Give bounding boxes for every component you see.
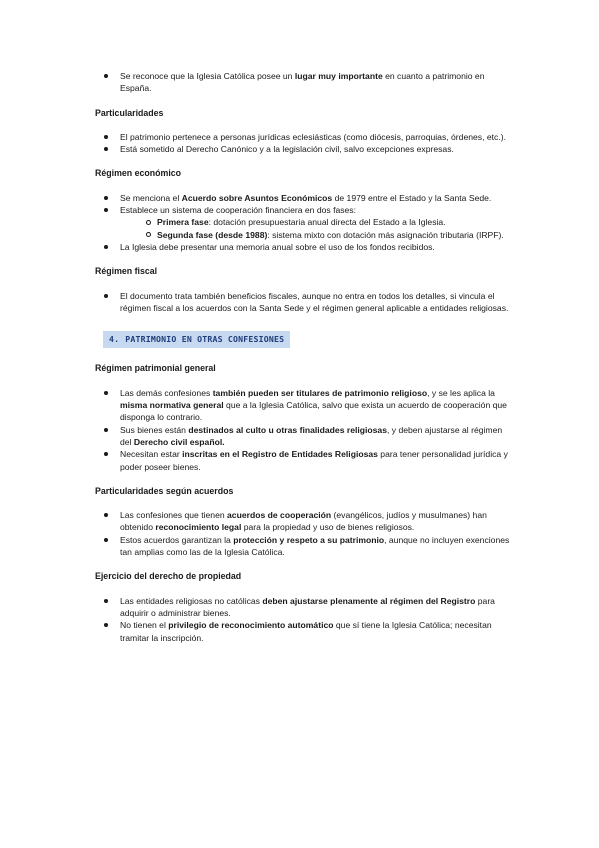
text-run: Establece un sistema de cooperación financiera en dos fases: <box>120 205 356 216</box>
list-item <box>95 241 515 253</box>
list-item <box>95 192 515 204</box>
sublist-item <box>120 216 515 228</box>
text-run: : dotación presupuestaria anual directa del Estado a la Iglesia. <box>208 217 446 228</box>
text-run: para la propiedad y uso de bienes religiosos. <box>241 522 415 533</box>
heading-regimen-patrimonial: Régimen patrimonial general <box>95 363 216 374</box>
bold-text: también pueden ser titulares de patrimonio religioso <box>212 387 428 398</box>
section-title: PATRIMONIO EN OTRAS CONFESIONES <box>125 334 285 345</box>
particularidades-list <box>95 131 515 156</box>
text-run: Sus bienes están <box>120 424 189 435</box>
list-item <box>95 424 515 449</box>
section-heading <box>103 331 290 348</box>
list-item <box>95 619 515 644</box>
list-item <box>95 290 515 315</box>
text-run: Está sometido al Derecho Canónico y a la legislación civil, salvo excepciones expresas. <box>120 144 454 155</box>
heading-particularidades-acuerdos: Particularidades según acuerdos <box>95 485 234 496</box>
ejercicio-list <box>95 595 515 644</box>
section-heading-row <box>95 331 515 348</box>
heading-regimen-economico: Régimen económico <box>95 168 182 179</box>
document-body <box>95 70 515 644</box>
bold-text: inscritas en el Registro de Entidades Religiosas <box>182 449 378 460</box>
text-run: , y se les aplica la <box>427 387 495 398</box>
bold-text: deben ajustarse plenamente al régimen del Registro <box>262 595 476 606</box>
text-run: Las entidades religiosas no católicas <box>120 595 263 606</box>
sublist <box>120 216 515 241</box>
text-run: para adquirir o administrar bienes. <box>120 595 495 618</box>
list-item <box>95 509 515 534</box>
heading-particularidades: Particularidades <box>95 107 164 118</box>
intro-list <box>95 70 515 95</box>
text-run: de 1979 entre el Estado y la Santa Sede. <box>332 192 492 203</box>
particularidades-acuerdos-list <box>95 509 515 558</box>
text-run: para tener personalidad jurídica y poder poseer bienes. <box>120 449 508 472</box>
heading-regimen-fiscal: Régimen fiscal <box>95 266 158 277</box>
list-item <box>95 595 515 620</box>
list-item <box>95 204 515 241</box>
regimen-patrimonial-list <box>95 387 515 473</box>
list-item <box>95 143 515 155</box>
list-item-text <box>120 205 356 215</box>
text-run: en cuanto a patrimonio en España. <box>120 71 485 94</box>
bold-text: Primera fase <box>157 217 209 228</box>
text-run: Las confesiones que tienen <box>120 510 228 521</box>
bold-text: reconocimiento legal <box>155 522 242 533</box>
bold-text: misma normativa general <box>120 400 224 411</box>
list-item <box>95 534 515 559</box>
list-item <box>95 131 515 143</box>
text-run: que a la Iglesia Católica, salvo que exista un acuerdo de cooperación que disponga lo contrario. <box>120 400 507 423</box>
text-run: No tienen el <box>120 620 169 631</box>
list-item <box>95 387 515 424</box>
bold-text: Derecho civil español. <box>133 436 225 447</box>
text-run: El patrimonio pertenece a personas jurídicas eclesiásticas (como diócesis, parroquias, órdenes, etc.). <box>120 131 506 142</box>
text-run: Las demás confesiones <box>120 387 213 398</box>
heading-ejercicio: Ejercicio del derecho de propiedad <box>95 571 242 582</box>
text-run: , y deben ajustarse al régimen del <box>120 424 503 447</box>
bold-text: acuerdos de cooperación <box>227 510 332 521</box>
sublist-item <box>120 229 515 241</box>
bold-text: protección y respeto a su patrimonio <box>233 534 385 545</box>
text-run: , aunque no incluyen exenciones tan amplias como las de la Iglesia Católica. <box>120 534 510 558</box>
text-run: que sí tiene la Iglesia Católica; necesitan tramitar la inscripción. <box>120 620 492 643</box>
section-number: 4. <box>109 334 120 345</box>
text-run: Se reconoce que la Iglesia Católica posee un <box>120 71 295 81</box>
list-item <box>95 448 515 473</box>
bold-text: privilegio de reconocimiento automático <box>168 620 334 631</box>
bold-text: destinados al culto u otras finalidades religiosas <box>188 424 387 435</box>
bold-text: Acuerdo sobre Asuntos Económicos <box>181 192 333 203</box>
text-run: : sistema mixto con dotación más asignación tributaria (IRPF). <box>267 229 504 240</box>
list-item <box>95 70 515 95</box>
bold-text: Segunda fase (desde 1988) <box>157 229 268 240</box>
text-run: Necesitan estar <box>120 449 183 460</box>
text-run: Se menciona el <box>120 192 182 203</box>
text-run: La Iglesia debe presentar una memoria anual sobre el uso de los fondos recibidos. <box>120 241 435 252</box>
text-run: Estos acuerdos garantizan la <box>120 534 234 545</box>
text-run: El documento trata también beneficios fiscales, aunque no entra en todos los detalles, si vincula el régimen fiscal a los acuerdos con la Santa Sede y el régimen general aplicable a entidades religiosas. <box>120 290 509 313</box>
regimen-economico-list <box>95 192 515 253</box>
text-run: (evangélicos, judíos y musulmanes) han obtenido <box>120 510 487 533</box>
regimen-fiscal-list <box>95 290 515 315</box>
bold-text: lugar muy importante <box>294 71 383 81</box>
